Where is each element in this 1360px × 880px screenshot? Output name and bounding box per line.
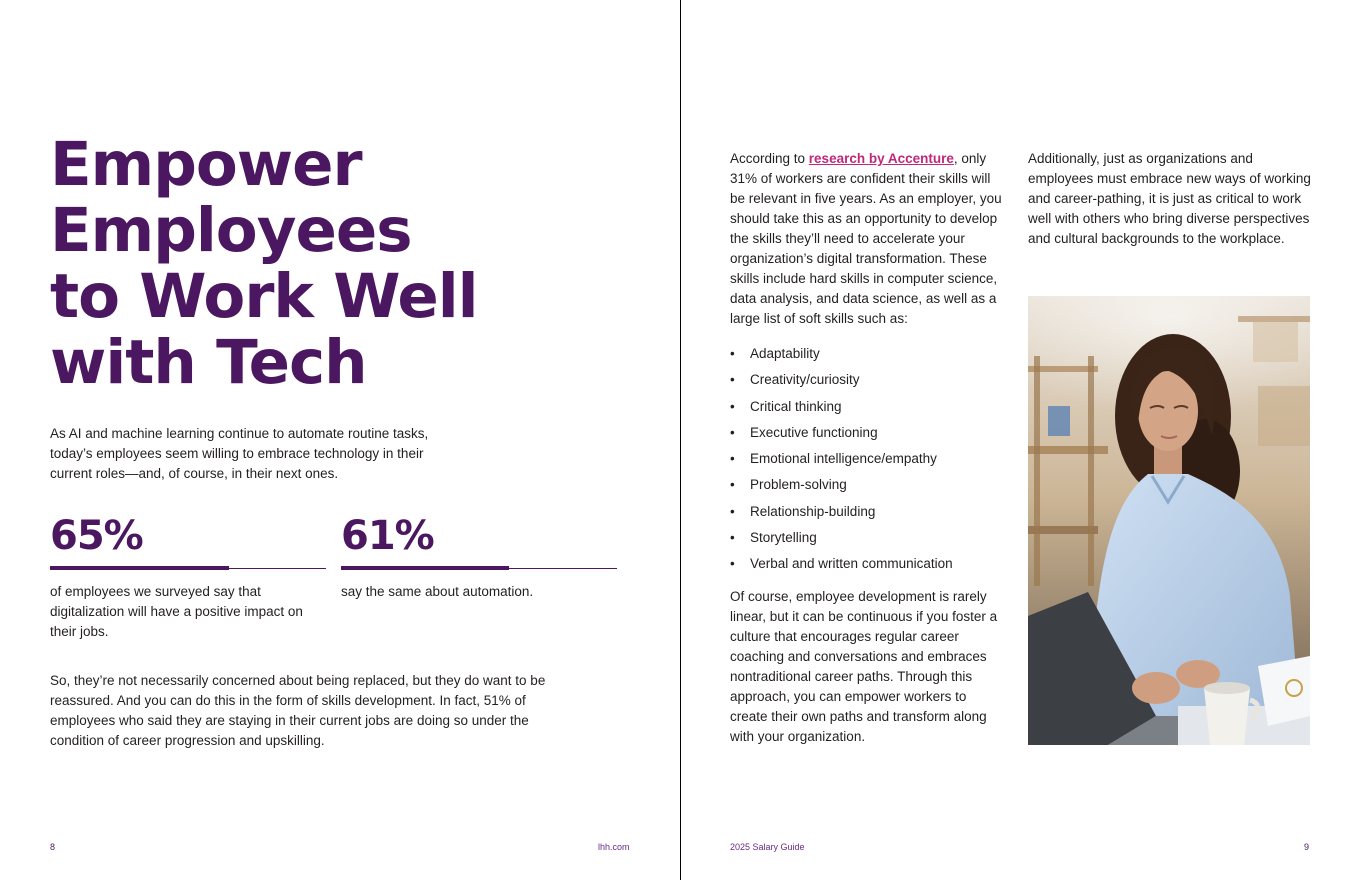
stat-value: 61% xyxy=(341,513,434,559)
footer-publication-title: 2025 Salary Guide xyxy=(730,842,805,852)
list-item: • Critical thinking xyxy=(730,398,1002,416)
headline-line: with Tech xyxy=(50,327,367,398)
headline-line: Empower xyxy=(50,129,362,200)
stat-description: of employees we surveyed say that digitalization will have a positive impact on their jobs. xyxy=(50,584,303,639)
development-paragraph: Of course, employee development is rarely linear, but it can be continuous if you foster a culture that encourages regular career coaching and conversations and embraces nontraditional career paths. Through this approach, you can empower workers to create their own paths and transform along with your organization. xyxy=(730,589,998,745)
page-number-right: 9 xyxy=(1304,842,1310,852)
list-item: • Executive functioning xyxy=(730,424,1002,442)
stat-bar-fill xyxy=(50,566,229,570)
footer-website: lhh.com xyxy=(598,842,630,852)
stat-block xyxy=(50,512,326,642)
paragraph-lead: According to xyxy=(730,151,809,166)
page-headline xyxy=(50,129,478,398)
list-item: • Emotional intelligence/empathy xyxy=(730,450,1002,468)
page-number-left: 8 xyxy=(50,842,56,852)
paragraph-continuation: , only 31% of workers are confident their skills will be relevant in five years. As an employer, you should take this as an opportunity to develop the skills they’ll need to accelerate your organization’s digital transformation. These skills include hard skills in computer science, data analysis, and data science, as well as a large list of soft skills such as: xyxy=(730,151,1002,326)
list-item: • Adaptability xyxy=(730,345,1002,363)
stat-value: 65% xyxy=(50,513,143,559)
soft-skills-list xyxy=(730,345,1002,573)
woman-at-laptop-photo xyxy=(1028,296,1310,745)
stat-block xyxy=(341,512,617,602)
diversity-paragraph: Additionally, just as organizations and employees must embrace new ways of working and career-pathing, it is just as critical to work well with others who bring diverse perspectives and cultural backgrounds to the workplace. xyxy=(1028,151,1311,246)
accenture-research-link[interactable]: research by Accenture xyxy=(808,151,954,166)
stat-description: say the same about automation. xyxy=(341,584,534,599)
closing-paragraph: So, they’re not necessarily concerned about being replaced, but they do want to be reassured. And you can do this in the form of skills development. In fact, 51% of employees who said they are staying in their current jobs are doing so under the condition of career progression and upskilling. xyxy=(50,673,546,748)
list-item: • Problem-solving xyxy=(730,476,1002,494)
list-item: • Relationship-building xyxy=(730,503,1002,521)
stat-bar-fill xyxy=(341,566,509,570)
accenture-paragraph xyxy=(730,149,1002,329)
stat-bar xyxy=(341,566,617,570)
right-column-1 xyxy=(730,149,1002,747)
right-column-2 xyxy=(1028,149,1312,249)
intro-paragraph: As AI and machine learning continue to automate routine tasks, today’s employees seem willing to embrace technology in their current roles—and, of course, in their next ones. xyxy=(50,426,429,481)
list-item: • Creativity/curiosity xyxy=(730,371,1002,389)
headline-line: to Work Well xyxy=(50,261,478,332)
headline-line: Employees xyxy=(50,195,412,266)
stat-bar xyxy=(50,566,326,570)
page-gutter-divider xyxy=(680,0,681,880)
list-item: • Storytelling xyxy=(730,529,1002,547)
list-item: • Verbal and written communication xyxy=(730,555,1002,573)
